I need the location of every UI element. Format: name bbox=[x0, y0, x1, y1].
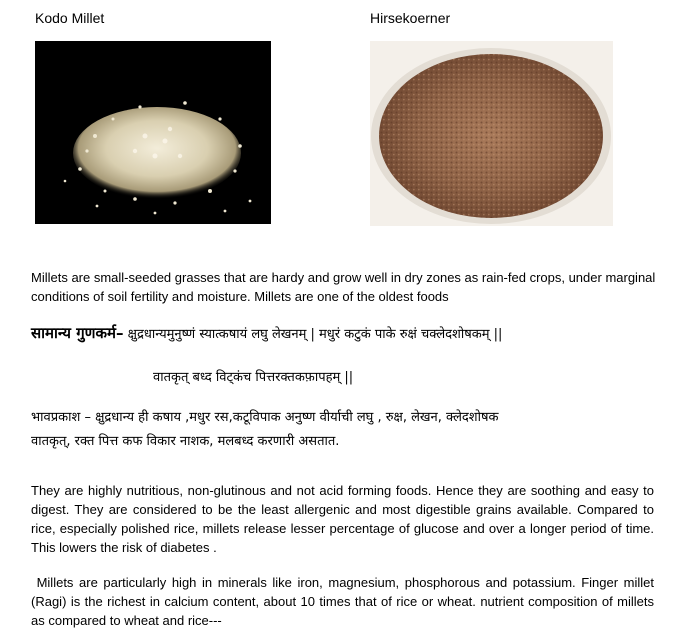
sanskrit-verse-line-1 bbox=[31, 324, 502, 344]
bhavaprakash-line-2: वातकृत्, रक्त पित्त कफ विकार नाशक, मलबध्द करणारी असतात. bbox=[31, 434, 340, 449]
sanskrit-verse-line-2: वातकृत् बध्द विट्कंच पित्तरक्तकफ़ापहम् || bbox=[153, 370, 354, 385]
bhavaprakash-line-1: भावप्रकाश – क्षुद्रधान्य ही कषाय ,मधुर रस,कटूविपाक अनुष्ण वीर्याची लघु , रुक्ष, लेखन, क्लेदशोषक bbox=[31, 410, 499, 425]
millet-bowl-icon bbox=[370, 41, 613, 226]
minerals-paragraph: Millets are particularly high in minerals like iron, magnesium, phosphorous and potassium. Finger millet (Ragi) is the richest in calcium content, about 10 times that of rice or wheat. nutrient composition of millets as compared to wheat and rice--- bbox=[31, 575, 658, 628]
intro-paragraph: Millets are small-seeded grasses that are hardy and grow well in dry zones as rain-fed crops, under marginal conditions of soil fertility and moisture. Millets are one of the oldest foods bbox=[31, 270, 656, 304]
kodo-millet-caption: Kodo Millet bbox=[35, 10, 105, 26]
millet-grain-pile-icon bbox=[35, 41, 271, 224]
sanskrit-heading: सामान्य गुणकर्म– bbox=[31, 324, 124, 342]
nutrition-paragraph: They are highly nutritious, non-glutinous and not acid forming foods. Hence they are soothing and easy to digest. They are considered to be the least allergenic and most digestible grains available. Compared to rice, especially polished rice, millets release lesser percentage of glucose and over a longer period of time. This lowers the risk of diabetes . bbox=[31, 483, 654, 555]
kodo-millet-image bbox=[35, 41, 271, 224]
hirsekoerner-caption: Hirsekoerner bbox=[370, 10, 451, 26]
sanskrit-verse-1: क्षुद्रधान्यमुनुष्णं स्यात्कषायं लघु लेखनम् | मधुरं कटुकं पाके रुक्षं चक्लेदशोषकम् || bbox=[123, 327, 503, 342]
hirsekoerner-image bbox=[370, 41, 613, 226]
